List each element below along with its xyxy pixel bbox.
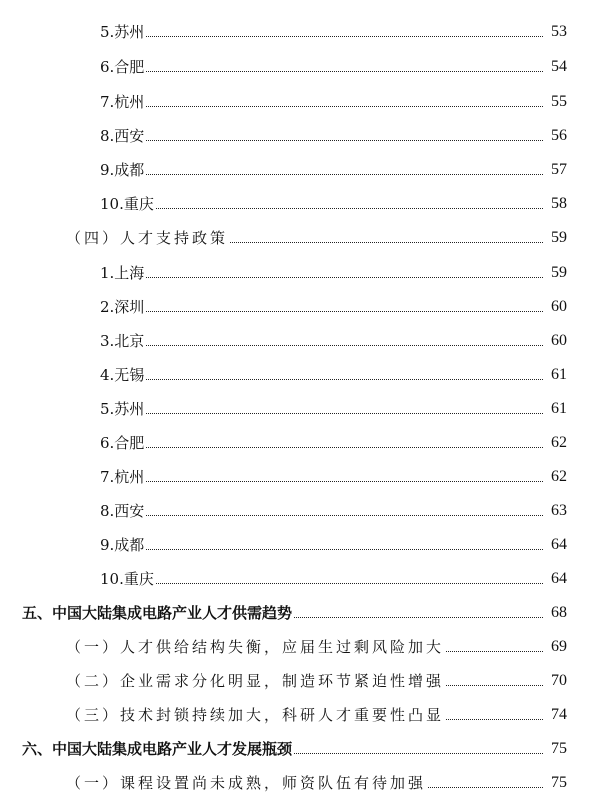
toc-entry-title: 8.西安 <box>100 127 145 145</box>
dot-leader <box>446 651 543 652</box>
toc-entry-title: 2.深圳 <box>100 298 145 316</box>
dot-leader <box>146 71 543 72</box>
toc-entry[interactable] <box>0 632 601 656</box>
toc-entry-page-number: 60 <box>551 298 567 315</box>
toc-entry-page-number: 62 <box>551 468 567 485</box>
toc-entry[interactable] <box>0 530 601 554</box>
toc-entry[interactable] <box>0 768 601 792</box>
toc-entry-page-number: 61 <box>551 400 567 417</box>
dot-leader <box>294 617 543 618</box>
toc-entry-title: 6.合肥 <box>100 434 145 452</box>
toc-entry[interactable] <box>0 223 601 247</box>
dot-leader <box>146 277 543 278</box>
dot-leader <box>446 685 543 686</box>
toc-entry-page-number: 61 <box>551 366 567 383</box>
toc-entry-page-number: 60 <box>551 332 567 349</box>
toc-entry-page-number: 53 <box>551 23 567 40</box>
dot-leader <box>146 515 543 516</box>
toc-entry[interactable] <box>0 428 601 452</box>
toc-entry[interactable] <box>0 17 601 41</box>
toc-entry[interactable] <box>0 394 601 418</box>
toc-entry-title: （三）技术封锁持续加大，科研人才重要性凸显 <box>66 706 445 724</box>
toc-entry-title: （二）企业需求分化明显，制造环节紧迫性增强 <box>66 672 445 690</box>
toc-entry-page-number: 63 <box>551 502 567 519</box>
toc-entry-page-number: 54 <box>551 58 567 75</box>
dot-leader <box>156 583 543 584</box>
toc-entry[interactable] <box>0 598 601 622</box>
toc-entry[interactable] <box>0 496 601 520</box>
toc-entry-title: （一）课程设置尚未成熟，师资队伍有待加强 <box>66 774 427 792</box>
dot-leader <box>294 753 543 754</box>
toc-entry-title: 4.无锡 <box>100 366 145 384</box>
dot-leader <box>230 242 543 243</box>
toc-entry[interactable] <box>0 292 601 316</box>
toc-entry-title: 9.成都 <box>100 161 145 179</box>
dot-leader <box>146 36 543 37</box>
toc-entry-page-number: 57 <box>551 161 567 178</box>
toc-entry-title: 10.重庆 <box>100 195 154 213</box>
toc-entry-page-number: 74 <box>551 706 567 723</box>
toc-entry-page-number: 70 <box>551 672 567 689</box>
dot-leader <box>446 719 543 720</box>
dot-leader <box>146 174 543 175</box>
toc-entry[interactable] <box>0 189 601 213</box>
toc-entry-title: （四）人才支持政策 <box>66 229 229 247</box>
toc-entry-page-number: 68 <box>551 604 567 621</box>
toc-entry-title: （一）人才供给结构失衡，应届生过剩风险加大 <box>66 638 445 656</box>
toc-entry-title: 9.成都 <box>100 536 145 554</box>
toc-entry[interactable] <box>0 360 601 384</box>
toc-entry-page-number: 75 <box>551 774 567 791</box>
toc-entry[interactable] <box>0 700 601 724</box>
dot-leader <box>146 311 543 312</box>
dot-leader <box>146 379 543 380</box>
dot-leader <box>146 549 543 550</box>
toc-entry[interactable] <box>0 87 601 111</box>
toc-entry-page-number: 59 <box>551 229 567 246</box>
toc-entry-title: 5.苏州 <box>100 23 145 41</box>
toc-entry-title: 7.杭州 <box>100 93 145 111</box>
dot-leader <box>146 345 543 346</box>
toc-entry-title: 3.北京 <box>100 332 145 350</box>
toc-entry-page-number: 64 <box>551 536 567 553</box>
toc-entry[interactable] <box>0 462 601 486</box>
toc-entry-title: 五、中国大陆集成电路产业人才供需趋势 <box>22 604 293 622</box>
dot-leader <box>146 140 543 141</box>
toc-entry[interactable] <box>0 155 601 179</box>
toc-entry-title: 六、中国大陆集成电路产业人才发展瓶颈 <box>22 740 293 758</box>
dot-leader <box>156 208 543 209</box>
toc-entry-title: 6.合肥 <box>100 58 145 76</box>
toc-entry[interactable] <box>0 52 601 76</box>
toc-entry[interactable] <box>0 121 601 145</box>
toc-entry[interactable] <box>0 666 601 690</box>
dot-leader <box>146 481 543 482</box>
toc-entry-title: 8.西安 <box>100 502 145 520</box>
toc-entry-page-number: 58 <box>551 195 567 212</box>
toc-entry-title: 5.苏州 <box>100 400 145 418</box>
toc-entry-page-number: 64 <box>551 570 567 587</box>
toc-entry-page-number: 69 <box>551 638 567 655</box>
toc-entry-page-number: 75 <box>551 740 567 757</box>
toc-entry[interactable] <box>0 734 601 758</box>
dot-leader <box>146 413 543 414</box>
toc-entry-page-number: 56 <box>551 127 567 144</box>
toc-entry[interactable] <box>0 564 601 588</box>
toc-entry-page-number: 55 <box>551 93 567 110</box>
toc-entry-title: 7.杭州 <box>100 468 145 486</box>
toc-entry-page-number: 59 <box>551 264 567 281</box>
toc-entry-title: 10.重庆 <box>100 570 154 588</box>
toc-entry[interactable] <box>0 258 601 282</box>
dot-leader <box>146 106 543 107</box>
toc-entry[interactable] <box>0 326 601 350</box>
dot-leader <box>146 447 543 448</box>
toc-entry-title: 1.上海 <box>100 264 145 282</box>
toc-entry-page-number: 62 <box>551 434 567 451</box>
dot-leader <box>428 787 543 788</box>
